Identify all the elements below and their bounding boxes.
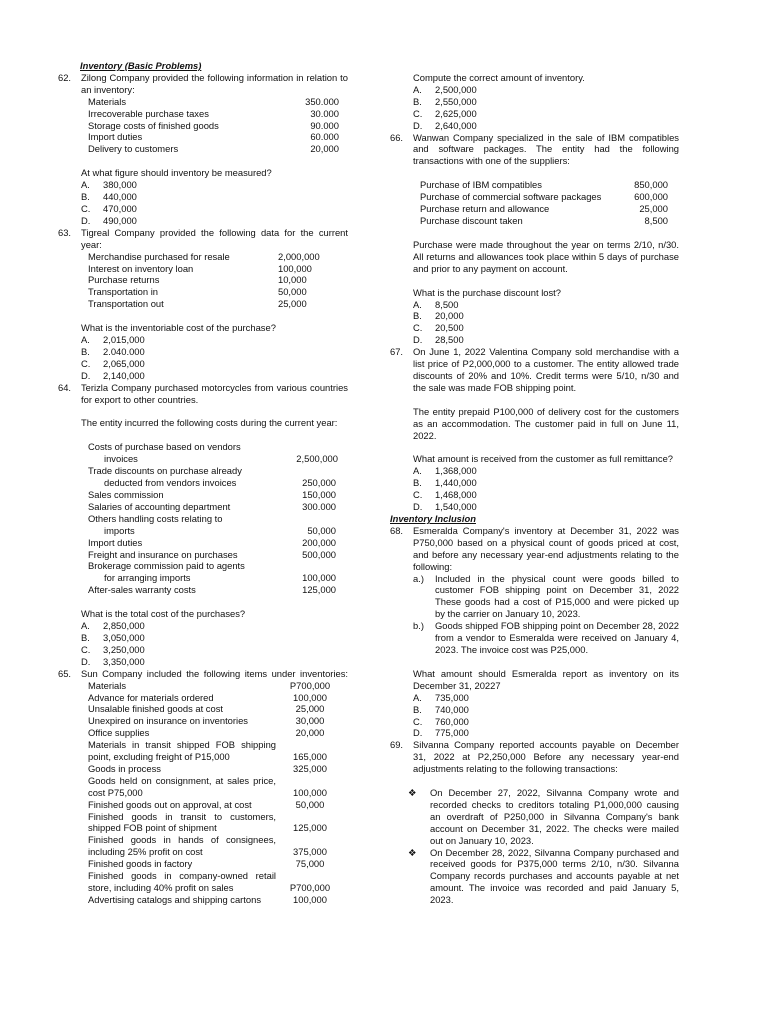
choice-value: 470,000 <box>103 202 137 214</box>
row-value: 50,000 <box>278 286 307 298</box>
sub-item <box>413 620 679 656</box>
section-heading: Inventory Inclusion <box>390 513 476 524</box>
choice <box>81 644 348 656</box>
row-label-continued: imports <box>104 524 135 536</box>
table-row <box>88 143 339 155</box>
table-row <box>420 203 668 215</box>
choice <box>413 108 679 120</box>
row-label: Office supplies <box>88 727 150 739</box>
row-value: 75,000 <box>295 858 325 870</box>
row-label: Goods held on consignment, at sales price, cost P75,000 <box>88 774 276 798</box>
row-label: Advance for materials ordered <box>88 691 214 703</box>
question-number: 64. <box>58 381 72 393</box>
choice-value: 1,540,000 <box>435 501 477 513</box>
left-column <box>58 60 348 906</box>
row-value: 25,000 <box>639 203 668 215</box>
table-row <box>420 179 668 191</box>
row-value: 350.000 <box>305 95 339 107</box>
row-label: Advertising catalogs and shipping cartons <box>88 893 262 905</box>
bullet-item <box>390 787 679 847</box>
diamond-bullet-icon: ❖ <box>408 787 417 799</box>
table-row <box>88 834 340 858</box>
row-label: Import duties <box>88 536 143 548</box>
row-value: 100,000 <box>293 893 327 905</box>
row-label: Purchase discount taken <box>420 214 523 226</box>
sub-item-text: Included in the physical count were goods billed to customer FOB shipping point on December 31, 2022 These goods had a cost of P15,000 and were picked up by the carrier on January 10, 2023. <box>435 572 679 620</box>
choice <box>81 370 348 382</box>
row-label: Salaries of accounting department <box>88 500 231 512</box>
row-value: 125,000 <box>302 584 336 596</box>
table-row <box>88 692 340 704</box>
table-row <box>420 191 668 203</box>
table-row <box>88 131 339 143</box>
choice-value: 3,350,000 <box>103 655 145 667</box>
table-row <box>88 465 338 489</box>
choice-value: 3,050,000 <box>103 631 145 643</box>
choice <box>413 489 679 501</box>
choice-value: 2,850,000 <box>103 620 145 632</box>
sub-item-marker: a.) <box>413 572 424 584</box>
row-label: Finished goods out on approval, at cost <box>88 798 252 810</box>
row-label: Finished goods in transit to customers, shipped FOB point of shipment <box>88 810 276 834</box>
table-row <box>88 251 326 263</box>
choice-letter: B. <box>413 477 422 489</box>
question-number: 63. <box>58 226 72 238</box>
row-label: Goods in process <box>88 762 161 774</box>
choice-letter: C. <box>413 322 423 334</box>
choice-letter: B. <box>413 95 422 107</box>
choice-value: 2,550,000 <box>435 95 477 107</box>
row-label: Transportation out <box>88 298 164 310</box>
choice-letter: A. <box>413 298 422 310</box>
table-row <box>88 441 338 465</box>
choice-value: 2,065,000 <box>103 357 145 369</box>
section-heading: Inventory (Basic Problems) <box>80 60 202 71</box>
question-number: 65. <box>58 667 72 679</box>
question-65-continued <box>390 72 679 132</box>
row-value: 25,000 <box>295 703 325 715</box>
question-stem: Zilong Company provided the following information in relation to an inventory: <box>81 71 348 95</box>
question-prompt: What amount is received from the customer as full remittance? <box>413 453 674 465</box>
question-prompt: Compute the correct amount of inventory. <box>413 72 585 83</box>
table-row <box>88 703 340 715</box>
choice-value: 2.040.000 <box>103 345 145 357</box>
table-row <box>88 739 340 763</box>
choice-value: 740,000 <box>435 703 469 715</box>
table-row <box>88 870 340 894</box>
choice <box>413 299 679 311</box>
choice-value: 1,440,000 <box>435 477 477 489</box>
question-paragraph: The entity prepaid P100,000 of delivery cost for the customers as an accommodation. The customer paid in full on June 11, 2022. <box>413 405 679 441</box>
choice <box>413 704 679 716</box>
choice-value: 2,640,000 <box>435 119 477 131</box>
choice-value: 20,500 <box>435 322 464 334</box>
table-row <box>420 215 668 227</box>
row-value: 50,000 <box>295 798 325 810</box>
row-value: 10,000 <box>278 274 307 286</box>
row-label: Materials <box>88 679 127 691</box>
question-66 <box>390 132 679 347</box>
choice-letter: A. <box>81 620 90 632</box>
row-value: 325,000 <box>293 762 327 774</box>
data-table <box>81 680 340 906</box>
row-value: 165,000 <box>293 751 327 763</box>
bullet-text: On December 28, 2022, Silvanna Company purchased and received goods for P375,000 terms 2/10, n/30. Silvanna Company records purchases and accounts payable at net amount. The invoice was recorded and paid January 5, 2023. <box>430 846 679 906</box>
question-67 <box>390 346 679 513</box>
row-label-continued: for arranging imports <box>104 572 191 584</box>
choice-letter: A. <box>413 465 422 477</box>
row-label: Transportation in <box>88 286 159 298</box>
choice-letter: C. <box>81 643 91 655</box>
diamond-bullet-icon: ❖ <box>408 846 417 858</box>
choice <box>413 84 679 96</box>
choice-letter: B. <box>413 703 422 715</box>
row-label: Brokerage commission paid to agents <box>88 560 245 572</box>
choice-letter: D. <box>81 655 91 667</box>
table-row <box>88 811 340 835</box>
choice <box>81 203 348 215</box>
row-label: Import duties <box>88 131 143 143</box>
choice-value: 2,625,000 <box>435 107 477 119</box>
row-value: P700,000 <box>289 882 331 893</box>
choice <box>413 322 679 334</box>
choice-letter: A. <box>81 179 90 191</box>
row-value: 30,000 <box>295 715 325 727</box>
row-label: Merchandise purchased for resale <box>88 250 230 262</box>
row-label-continued: deducted from vendors invoices <box>104 477 237 489</box>
question-stem-continued: The entity incurred the following costs during the current year: <box>81 417 338 429</box>
bullet-text: On December 27, 2022, Silvanna Company wrote and recorded checks to creditors totaling P1,000,000 causing an overdraft of P250,000 in Silvanna Company's bank account on December 31, 2022. The checks were mailed out on January 10, 2023. <box>430 787 679 846</box>
choice-letter: A. <box>81 334 90 346</box>
table-row <box>88 96 339 108</box>
row-value: 90.000 <box>310 119 339 131</box>
table-row <box>88 584 338 596</box>
choice-letter: D. <box>81 214 91 226</box>
bullet-item <box>390 847 679 907</box>
choice <box>81 620 348 632</box>
choice-value: 2,500,000 <box>435 83 477 95</box>
choice-value: 20,000 <box>435 310 464 322</box>
choice-value: 2,140,000 <box>103 369 145 381</box>
row-label: Storage costs of finished goods <box>88 119 219 131</box>
choice-value: 760,000 <box>435 715 469 727</box>
row-label: Purchase return and allowance <box>420 203 550 215</box>
choice <box>413 501 679 513</box>
choice-letter: A. <box>413 83 422 95</box>
choice <box>81 179 348 191</box>
question-64 <box>58 382 348 668</box>
question-stem: Tigreal Company provided the following data for the current year: <box>81 226 348 250</box>
row-value: 2,000,000 <box>278 250 320 262</box>
choice-letter: D. <box>413 501 423 513</box>
choice <box>81 656 348 668</box>
question-62 <box>58 72 348 227</box>
row-value: 100,000 <box>293 786 327 798</box>
row-label: Unsalable finished goods at cost <box>88 703 223 715</box>
row-label: Irrecoverable purchase taxes <box>88 107 209 119</box>
sub-item-marker: b.) <box>413 620 424 632</box>
row-value: 250,000 <box>302 477 336 489</box>
table-row <box>88 715 340 727</box>
question-number: 67. <box>390 346 404 358</box>
choice <box>413 716 679 728</box>
question-prompt: At what figure should inventory be measured? <box>81 167 272 179</box>
table-row <box>88 763 340 775</box>
choice-value: 1,368,000 <box>435 465 477 477</box>
sub-item-text: Goods shipped FOB shipping point on December 28, 2022 from a vendor to Esmeralda were received on January 4, 2023. The invoice cost was P25,000. <box>435 620 679 655</box>
row-value: 30.000 <box>310 107 339 119</box>
table-row <box>88 501 338 513</box>
row-label: Materials <box>88 95 127 107</box>
row-value: 25,000 <box>278 298 307 310</box>
choice-value: 490,000 <box>103 214 137 226</box>
question-stem: Silvanna Company reported accounts payable on December 31, 2022 at P2,250,000 Before any necessary year-end adjustments relating to the following transactions: <box>413 739 679 775</box>
choice-letter: B. <box>413 310 422 322</box>
row-label: Others handling costs relating to <box>88 512 223 524</box>
row-label: Finished goods in factory <box>88 858 193 870</box>
question-number: 62. <box>58 71 72 83</box>
choice <box>413 727 679 739</box>
choice-letter: C. <box>413 715 423 727</box>
row-label: Interest on inventory loan <box>88 262 194 274</box>
table-row <box>88 489 338 501</box>
choice-letter: C. <box>81 202 91 214</box>
row-value: 375,000 <box>293 846 327 858</box>
row-label: Sales commission <box>88 489 164 500</box>
row-label: Finished goods in company-owned retail store, including 40% profit on sales <box>88 870 276 893</box>
question-63 <box>58 227 348 382</box>
choice-value: 775,000 <box>435 727 469 739</box>
choice <box>413 310 679 322</box>
choice-letter: B. <box>81 345 90 357</box>
data-table <box>81 96 339 156</box>
question-prompt: What is the inventoriable cost of the purchase? <box>81 322 276 334</box>
row-value: 500,000 <box>302 548 336 560</box>
row-label: After-sales warranty costs <box>88 584 196 596</box>
row-value: 8,500 <box>644 214 668 226</box>
row-label: Finished goods in hands of consignees, including 25% profit on cost <box>88 834 276 858</box>
table-row <box>88 680 340 692</box>
question-prompt: What amount should Esmeralda report as inventory on its December 31, 20227 <box>413 667 679 691</box>
row-value: 100,000 <box>278 262 312 274</box>
row-value: 60.000 <box>310 131 339 143</box>
choice-letter: D. <box>81 369 91 381</box>
question-number: 68. <box>390 524 404 536</box>
choice <box>413 120 679 132</box>
choice <box>413 96 679 108</box>
row-label: Purchase returns <box>88 274 160 286</box>
data-table <box>81 441 338 596</box>
question-stem: Sun Company included the following items under inventories: <box>81 667 348 679</box>
table-row <box>88 108 339 120</box>
question-69 <box>390 739 679 775</box>
row-value: 2,500,000 <box>296 453 338 465</box>
row-label: Costs of purchase based on vendors <box>88 441 241 453</box>
choice <box>81 358 348 370</box>
table-row <box>88 537 338 549</box>
choice <box>413 692 679 704</box>
table-row <box>88 549 338 561</box>
question-65 <box>58 668 348 906</box>
row-value: 850,000 <box>634 179 668 191</box>
table-row <box>88 727 340 739</box>
question-stem: Wanwan Company specialized in the sale of IBM compatibles and software packages. The entity had the following transactions with one of the suppliers: <box>413 131 679 167</box>
question-number: 69. <box>390 739 404 751</box>
choice-value: 2,015,000 <box>103 334 145 346</box>
data-table <box>81 251 326 311</box>
question-stem: Esmeralda Company's inventory at December 31, 2022 was P750,000 based on a physical count of goods priced at cost, and before any necessary year-end adjustments relating to the following: <box>413 524 679 572</box>
choice-value: 440,000 <box>103 191 137 203</box>
row-value: P700,000 <box>289 679 331 691</box>
row-label: Unexpired on insurance on inventories <box>88 715 248 727</box>
question-stem: On June 1, 2022 Valentina Company sold merchandise with a list price of P2,000,000 to a customer. The entity allowed trade discounts of 20% and 10%. Credit terms were 5/10, n/30 and the sale was made FOB shipping point. <box>413 346 679 393</box>
question-prompt: What is the purchase discount lost? <box>413 286 561 298</box>
row-value: 50,000 <box>307 524 336 536</box>
choice-value: 1,468,000 <box>435 489 477 501</box>
right-column <box>390 72 679 906</box>
table-row <box>88 298 326 310</box>
row-value: 600,000 <box>634 191 668 203</box>
question-paragraph: Purchase were made throughout the year on terms 2/10, n/30. All returns and allowances took place within 5 days of purchase and prior to any payment on account. <box>413 238 679 274</box>
choice <box>81 215 348 227</box>
table-row <box>88 858 340 870</box>
row-label: Freight and insurance on purchases <box>88 548 238 560</box>
table-row <box>88 513 338 537</box>
choice-letter: D. <box>413 334 423 346</box>
choice-letter: C. <box>81 357 91 369</box>
table-row <box>88 799 340 811</box>
row-label: Materials in transit shipped FOB shipping point, excluding freight of P15,000 <box>88 739 276 763</box>
choice-value: 380,000 <box>103 179 137 191</box>
choice-letter: D. <box>413 727 423 739</box>
choice-value: 3,250,000 <box>103 643 145 655</box>
choice-value: 735,000 <box>435 691 469 703</box>
question-stem: Terizla Company purchased motorcycles from various countries for export to other countries. <box>81 381 348 405</box>
choice-letter: B. <box>81 631 90 643</box>
choice-letter: B. <box>81 191 90 203</box>
choice <box>81 334 348 346</box>
row-value: 100,000 <box>293 691 327 703</box>
choice <box>81 191 348 203</box>
row-label: Purchase of commercial software packages <box>420 191 602 203</box>
choice-letter: C. <box>413 107 423 119</box>
table-row <box>88 120 339 132</box>
question-number: 66. <box>390 131 404 143</box>
row-value: 300.000 <box>302 500 336 512</box>
data-table <box>413 179 668 227</box>
row-value: 100,000 <box>302 572 336 584</box>
choice-letter: A. <box>413 691 422 703</box>
row-value: 125,000 <box>293 822 327 834</box>
choice-value: 8,500 <box>435 298 459 310</box>
row-value: 200,000 <box>302 536 336 548</box>
table-row <box>88 560 338 584</box>
choice <box>413 334 679 346</box>
row-value: 20,000 <box>295 727 325 739</box>
row-label: Trade discounts on purchase already <box>88 465 242 477</box>
row-value: 150,000 <box>302 489 336 500</box>
table-row <box>88 775 340 799</box>
choice <box>413 465 679 477</box>
row-label: Delivery to customers <box>88 143 179 155</box>
choice-value: 28,500 <box>435 334 464 346</box>
choice <box>81 346 348 358</box>
row-value: 20,000 <box>310 143 339 155</box>
choice <box>81 632 348 644</box>
choice <box>413 477 679 489</box>
choice-letter: C. <box>413 489 423 501</box>
sub-item <box>413 573 679 621</box>
table-row <box>88 286 326 298</box>
table-row <box>88 263 326 275</box>
table-row <box>88 274 326 286</box>
choice-letter: D. <box>413 119 423 131</box>
table-row <box>88 894 340 906</box>
row-label: Purchase of IBM compatibles <box>420 179 542 191</box>
question-68 <box>390 525 679 739</box>
row-label-continued: invoices <box>104 453 138 465</box>
question-prompt: What is the total cost of the purchases? <box>81 608 246 620</box>
